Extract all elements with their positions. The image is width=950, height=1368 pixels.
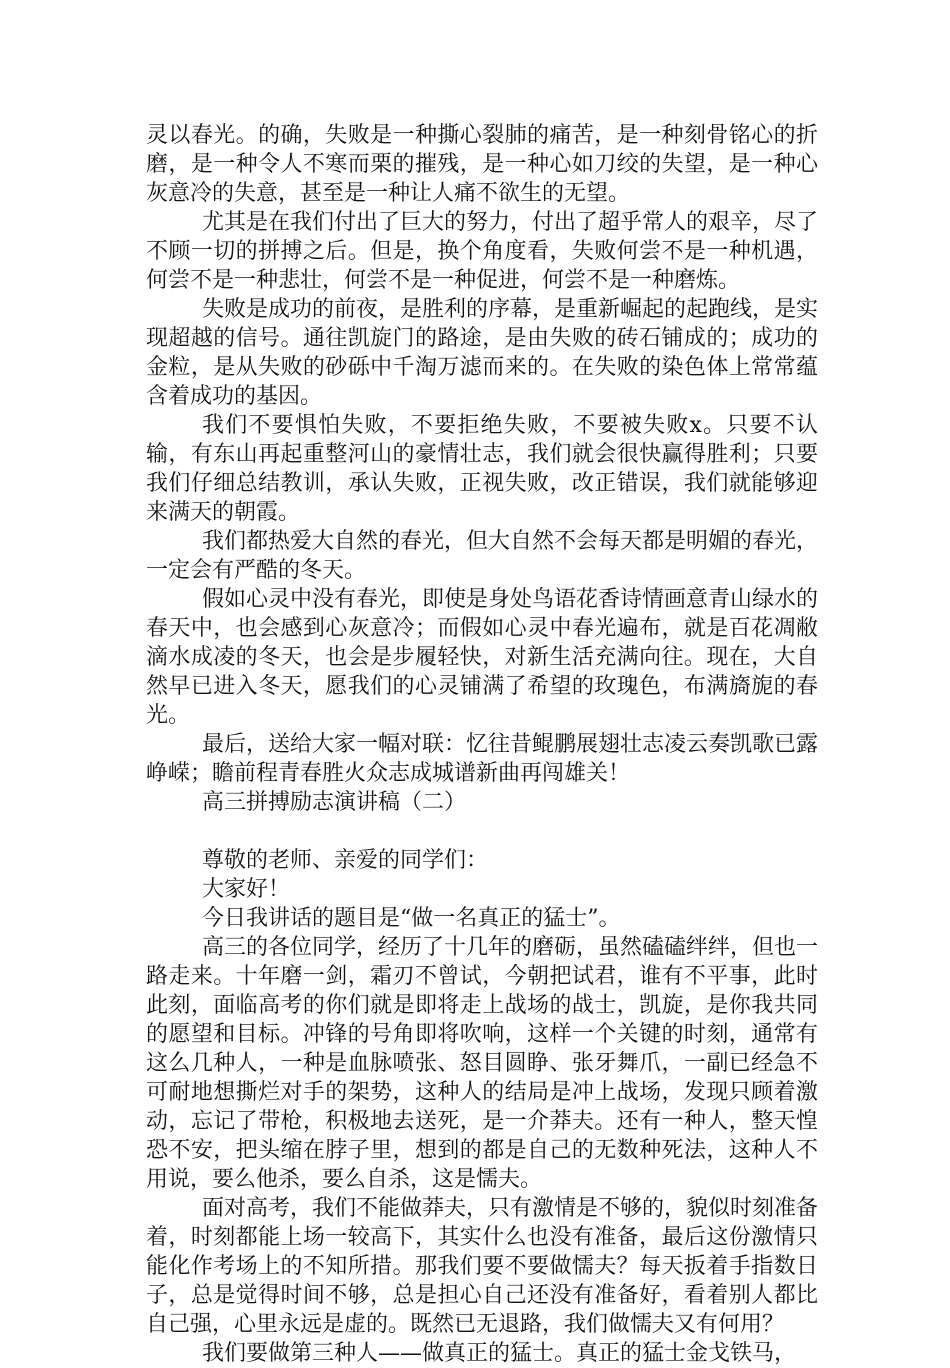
section-title: 高三拼搏励志演讲稿（二） [202, 790, 467, 815]
greeting: 尊敬的老师、亲爱的同学们： [202, 848, 489, 873]
paragraph: 今日我讲话的题目是“做一名真正的猛士”。 [202, 906, 621, 931]
paragraph: 假如心灵中没有春光，即使是身处鸟语花香诗情画意青山绿水的春天中，也会感到心灰意冷；而假如心灵中春光遍布，就是百花凋敝滴水成凌的冬天，也会是步履轻快，对新生活充满向往。现在，大自然早已进入冬天，愿我们的心灵铺满了希望的玫瑰色，布满旖旎的春光。 [146, 587, 819, 728]
paragraph: 我们都热爱大自然的春光，但大自然不会每天都是明媚的春光，一定会有严酷的冬天。 [146, 529, 819, 583]
paragraph: 面对高考，我们不能做莽夫，只有激情是不够的，貌似时刻准备着，时刻都能上场一较高下，其实什么也没有准备，最后这份激情只能化作考场上的不知所措。那我们要不要做懦夫？每天扳着手指数日子，总是觉得时间不够，总是担心自己还没有准备好，看着别人都比自己强，心里永远是虚的。既然已无退路，我们做懦夫又有何用？ [146, 1196, 819, 1337]
paragraph: 我们不要惧怕失败，不要拒绝失败，不要被失败x。只要不认输，有东山再起重整河山的豪情壮志，我们就会很快赢得胜利；只要我们仔细总结教训，承认失败，正视失败，改正错误，我们就能够迎来满天的朝霞。 [146, 413, 818, 525]
paragraph: 我们要做第三种人——做真正的猛士。真正的猛士金戈铁马， [202, 1341, 797, 1366]
paragraph: 最后，送给大家一幅对联：忆往昔鲲鹏展翅壮志凌云奏凯歌已露峥嵘；瞻前程青春胜火众志成城谱新曲再闯雄关！ [146, 732, 819, 786]
paragraph: 高三的各位同学，经历了十几年的磨砺，虽然磕磕绊绊，但也一路走来。十年磨一剑，霜刃不曾试，今朝把试君，谁有不平事，此时此刻，面临高考的你们就是即将走上战场的战士，凯旋，是你我共同的愿望和目标。冲锋的号角即将吹响，这样一个关键的时刻，通常有这么几种人，一种是血脉喷张、怒目圆睁、张牙舞爪，一副已经急不可耐地想撕烂对手的架势，这种人的结局是冲上战场，发现只顾着激动，忘记了带枪，积极地去送死，是一介莽夫。还有一种人，整天惶恐不安，把头缩在脖子里，想到的都是自己的无数种死法，这种人不用说，要么他杀，要么自杀，这是懦夫。 [146, 935, 819, 1192]
paragraph: 尤其是在我们付出了巨大的努力，付出了超乎常人的艰辛，尽了不顾一切的拼搏之后。但是，换个角度看，失败何尝不是一种机遇，何尝不是一种悲壮，何尝不是一种促进，何尝不是一种磨炼。 [146, 210, 819, 293]
paragraph: 失败是成功的前夜，是胜利的序幕，是重新崛起的起跑线，是实现超越的信号。通往凯旋门的路途，是由失败的砖石铺成的；成功的金粒，是从失败的砂砾中千淘万滤而来的。在失败的染色体上常常蕴含着成功的基因。 [146, 297, 819, 409]
blank-line [146, 817, 818, 846]
hello-line: 大家好！ [202, 877, 291, 902]
document-body [146, 121, 818, 1368]
paragraph: 灵以春光。的确，失败是一种撕心裂肺的痛苦，是一种刻骨铭心的折磨，是一种令人不寒而栗的摧残，是一种心如刀绞的失望，是一种心灰意冷的失意，甚至是一种让人痛不欲生的无望。 [146, 123, 818, 206]
